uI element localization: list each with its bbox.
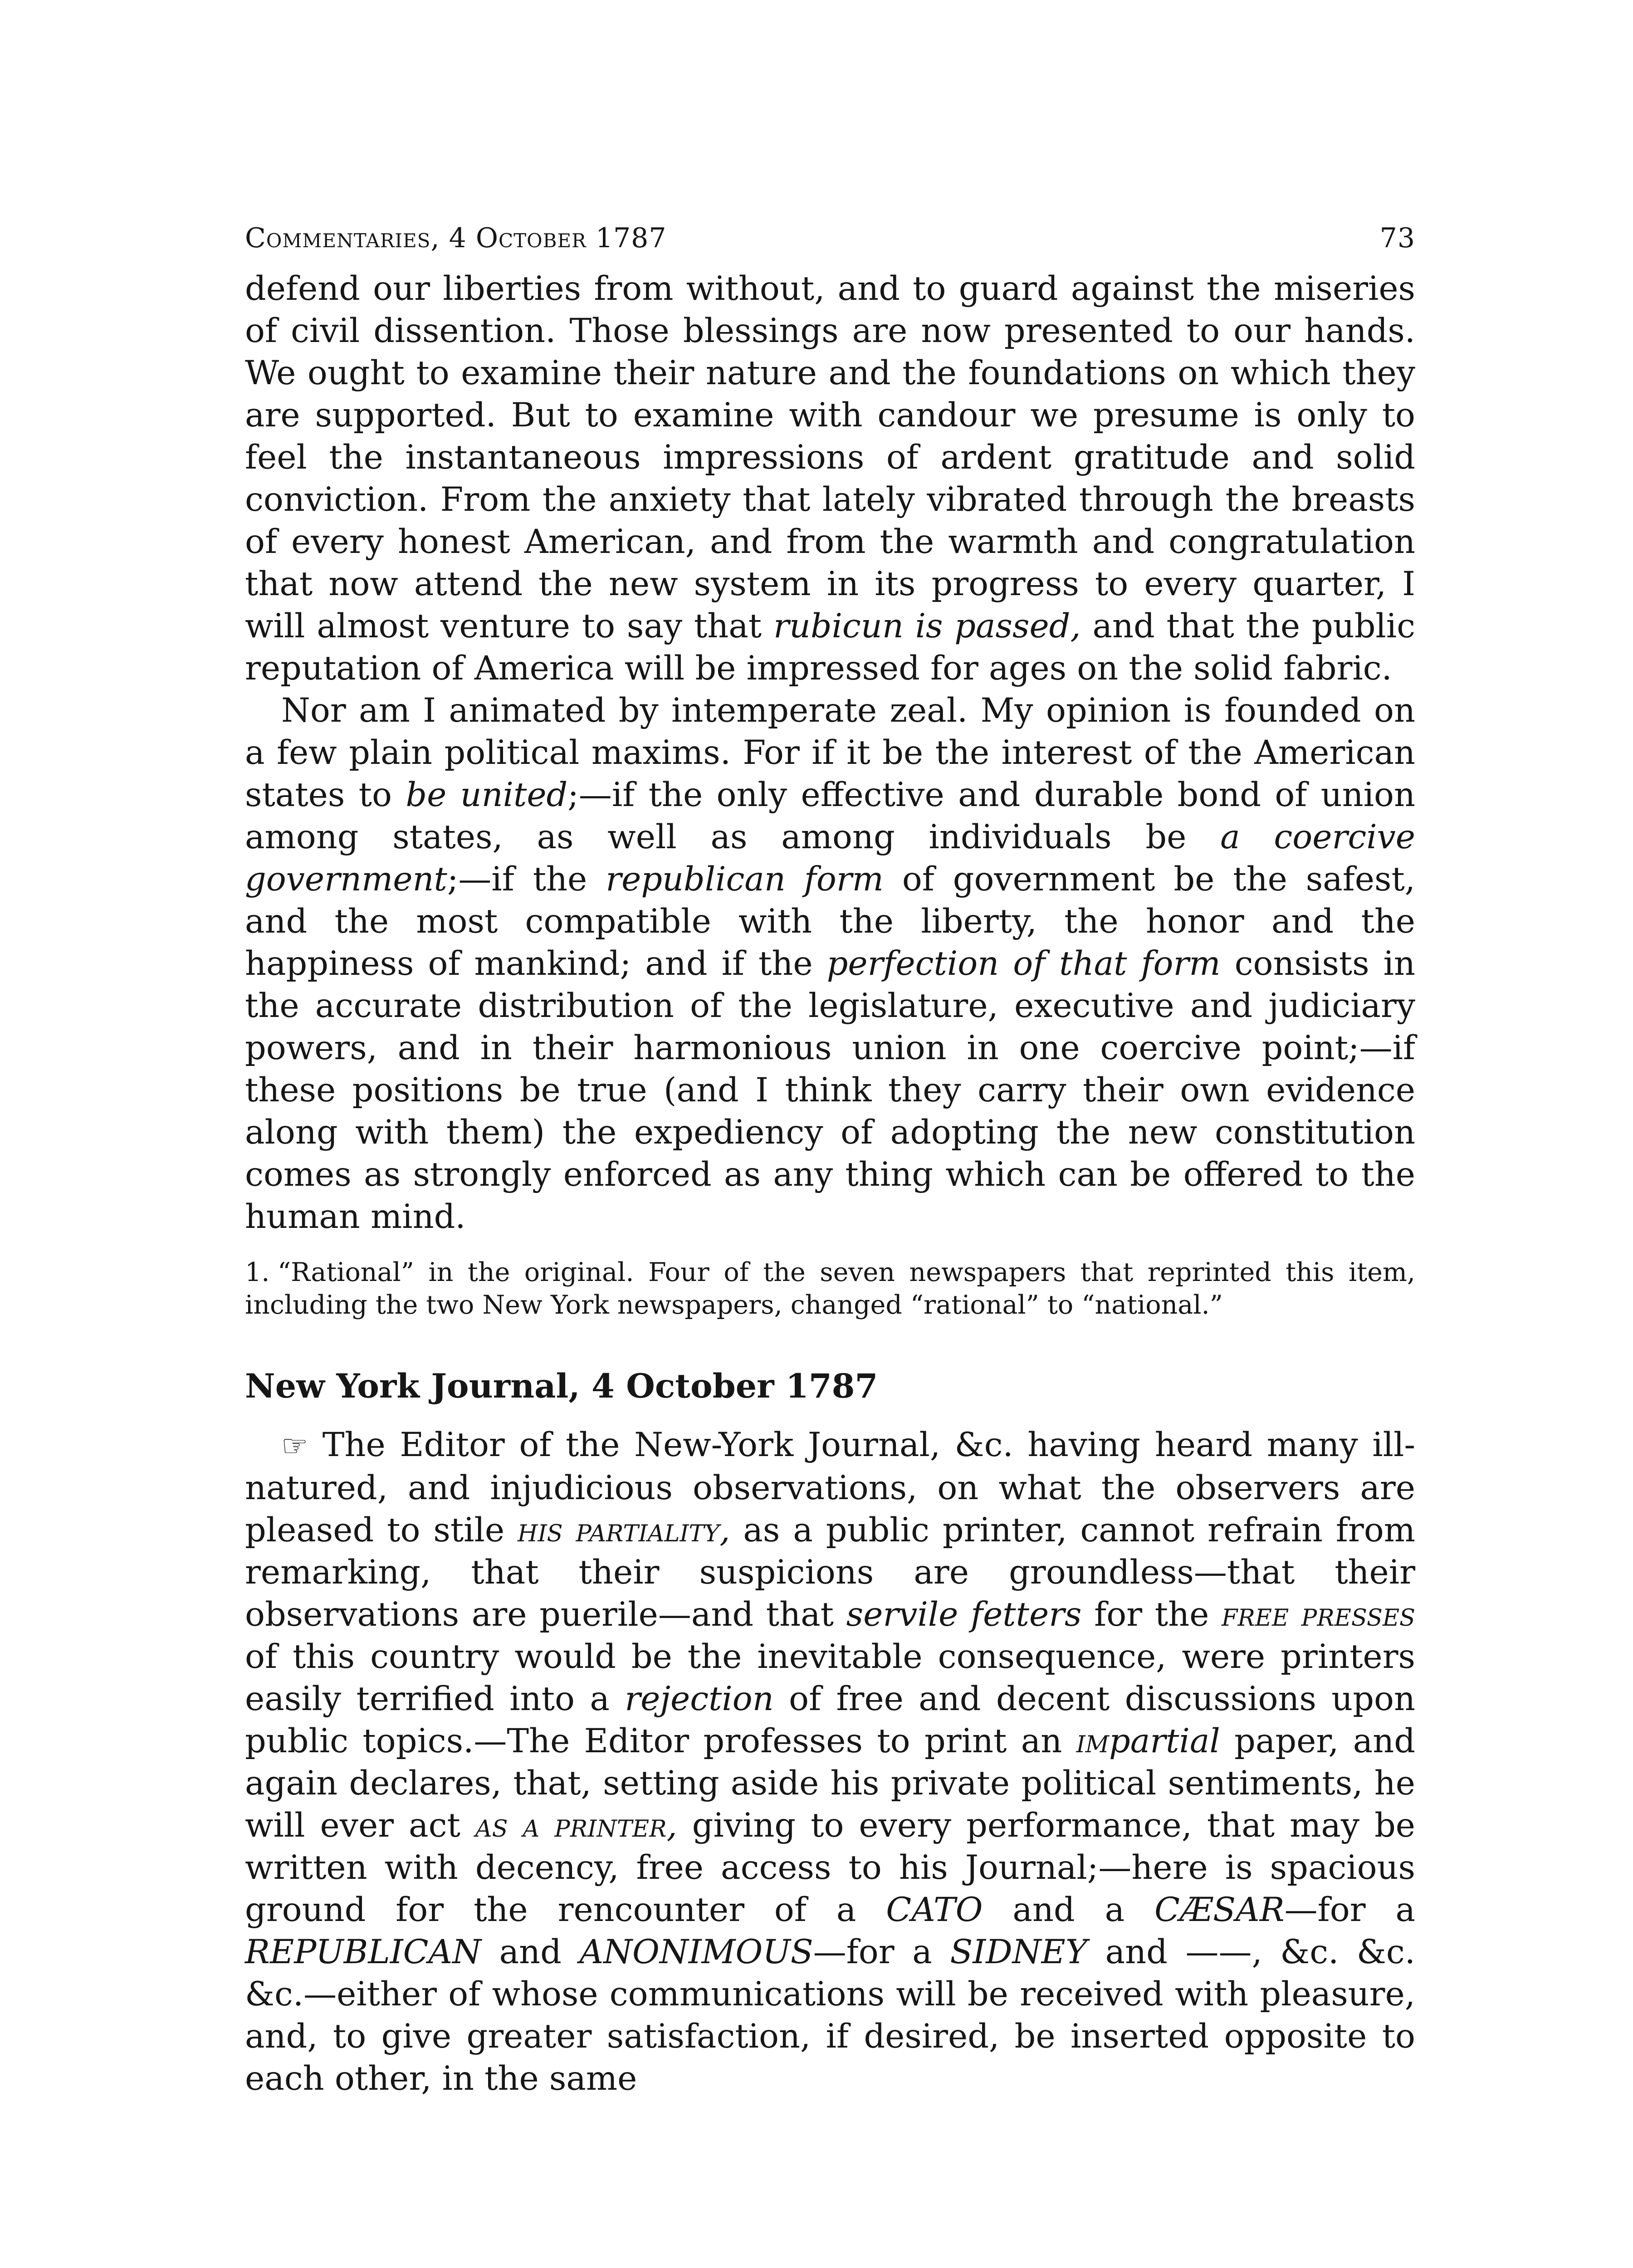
- footnote-text: “Rational” in the original. Four of the seven newspapers that reprinted this item, including the two New York newspapers, changed “rational” to “national.”: [245, 1257, 1415, 1320]
- italic-phrase: a coercive government: [245, 818, 1415, 899]
- small-caps-phrase: im: [1076, 1722, 1109, 1760]
- section-heading: New York Journal, 4 October 1787: [245, 1367, 878, 1406]
- text-run: as a public printer, cannot refrain from remarking, that their suspicions are groundless—that their observations are puerile—and that: [245, 1511, 1415, 1634]
- paragraph-maxims: [245, 689, 1415, 1238]
- text-run: of government be the safest, and the most compatible with the liberty, the honor and the happiness of mankind; and if the: [245, 860, 1415, 983]
- document-page: [245, 213, 1415, 2100]
- page-number: 73: [1379, 222, 1415, 254]
- paragraph-continuation: [245, 268, 1415, 689]
- text-run: ;—if the: [447, 860, 606, 899]
- small-caps-phrase: as a printer,: [475, 1806, 677, 1845]
- italic-phrase: be united: [406, 776, 568, 814]
- text-run: Nor am I animated by intemperate zeal. My opinion is founded on a few plain political maxims. For if it be the interest of the American states to: [245, 691, 1415, 814]
- text-run: and a: [983, 1891, 1155, 1929]
- italic-phrase: REPUBLICAN: [245, 1933, 482, 1971]
- text-run: for the: [1081, 1595, 1222, 1634]
- continued-text: [245, 268, 1415, 1238]
- small-caps-phrase: his partiality,: [518, 1511, 730, 1549]
- text-run: and ——, &c. &c. &c.—either of whose communications will be received with pleasure, and, to give greater satisfaction, if desired, be inserted opposite to each other, in the same: [245, 1933, 1415, 2098]
- italic-phrase: SIDNEY: [950, 1933, 1088, 1971]
- running-head: [245, 213, 1415, 268]
- pointing-hand-icon: ☞: [281, 1428, 308, 1463]
- italic-phrase: ANONIMOUS: [579, 1933, 813, 1971]
- text-run: giving to every performance, that may be written with decency, free access to his Journal;—here is spacious ground for the rencounter of a: [245, 1806, 1416, 1929]
- text-run: and: [481, 1933, 580, 1971]
- running-head-title: Commentaries, 4 October 1787: [245, 222, 667, 254]
- text-run: —for a: [1284, 1891, 1415, 1929]
- italic-phrase: partial: [1109, 1722, 1220, 1760]
- text-run: paper, and again declares, that, setting aside his private political sentiments, he will ever act: [245, 1722, 1415, 1845]
- section-body: [245, 1424, 1415, 2100]
- italic-phrase: CÆSAR: [1154, 1891, 1285, 1929]
- italic-phrase: perfection of that form: [826, 944, 1221, 983]
- footnote-1: [245, 1256, 1415, 1321]
- footnote-number: 1.: [245, 1257, 270, 1287]
- footnotes: [245, 1256, 1415, 1321]
- small-caps-phrase: free presses: [1221, 1595, 1415, 1634]
- text-run: of this country would be the inevitable consequence, were printers easily terrified into a: [245, 1637, 1415, 1718]
- italic-phrase: republican form: [606, 860, 884, 899]
- italic-phrase: rubicun is passed,: [773, 607, 1081, 645]
- paragraph-editor-notice: [245, 1424, 1415, 2100]
- text-run: defend our liberties from without, and to guard against the miseries of civil dissention. Those blessings are now presented to our hands. We ought to examine their nature and the foundations on which they are supported. But to examine with candour we presume is only to feel the instantaneous impressions of ardent gratitude and solid conviction. From the anxiety that lately vibrated through the breasts of every honest American, and from the warmth and congratulation that now attend the new system in its progress to every quarter, I will almost venture to say that: [245, 269, 1415, 645]
- italic-phrase: rejection: [625, 1680, 774, 1718]
- text-run: The Editor of the New-York Journal, &c. having heard many ill-natured, and injudicious observations, on what the observers are pleased to stile: [245, 1426, 1415, 1549]
- italic-phrase: CATO: [886, 1891, 983, 1929]
- text-run: —for a: [813, 1933, 950, 1971]
- text-run: ;—if the only effective and durable bond of union among states, as well as among individuals be: [245, 776, 1416, 856]
- text-run: of free and decent discussions upon public topics.—The Editor professes to print an: [245, 1680, 1416, 1760]
- italic-phrase: servile fetters: [846, 1595, 1082, 1634]
- text-run: consists in the accurate distribution of the legislature, executive and judiciary powers, and in their harmonious union in one coercive point;—if these positions be true (and I think they carry their own evidence along with them) the expediency of adopting the new constitution comes as strongly enforced as any thing which can be offered to the human mind.: [245, 944, 1415, 1236]
- text-run: and that the public reputation of America will be impressed for ages on the solid fabric.: [245, 607, 1416, 688]
